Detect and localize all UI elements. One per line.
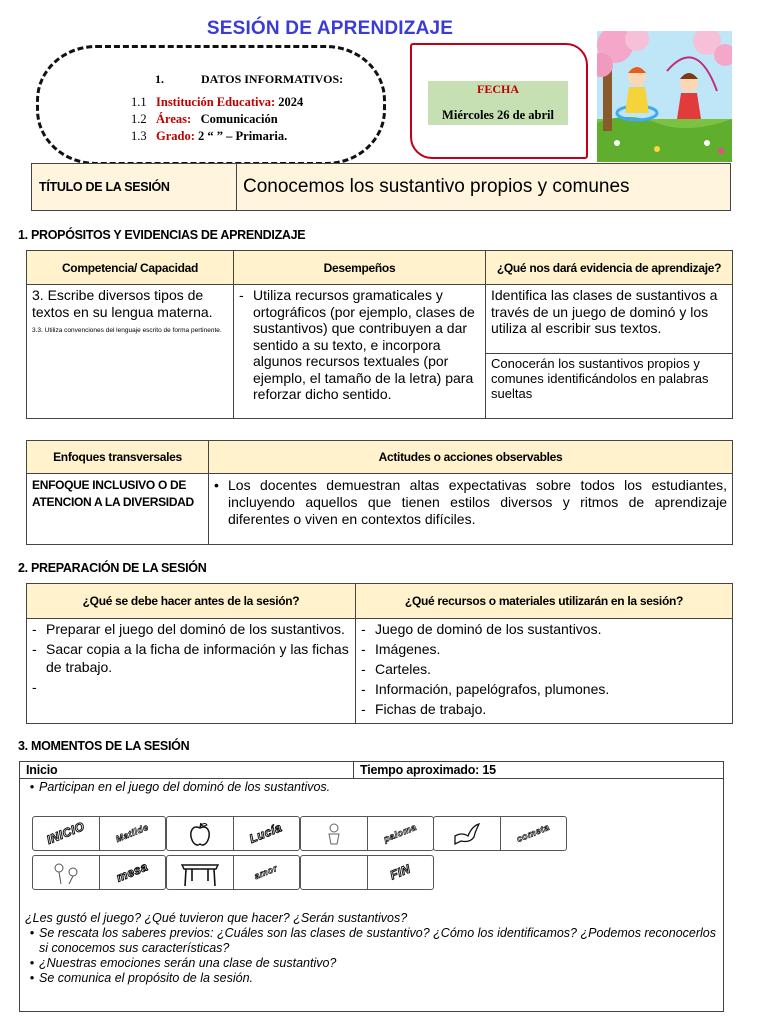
- dash-marker: -: [239, 287, 244, 303]
- competencia-text: 3. Escribe diversos tipos de textos en su lengua materna.: [32, 287, 213, 320]
- col-antes: ¿Qué se debe hacer antes de la sesión?: [27, 584, 356, 619]
- datos-item-label: Institución Educativa:: [156, 95, 276, 109]
- list-item: [361, 681, 727, 699]
- datos-item-label: Áreas:: [156, 112, 192, 126]
- datos-item-institucion: [131, 95, 303, 110]
- list-item: [25, 971, 716, 986]
- recurso-item: Fichas de trabajo.: [375, 701, 487, 717]
- datos-item-grado: [131, 129, 287, 144]
- antes-cell: [27, 619, 356, 724]
- momentos-content: [20, 779, 724, 1012]
- titulo-label: TÍTULO DE LA SESIÓN: [32, 164, 237, 210]
- domino-word: Matilde: [114, 821, 150, 845]
- titulo-value: Conocemos los sustantivo propios y comunes: [243, 176, 630, 197]
- actitud-cell: [209, 474, 733, 545]
- criterio-text: Conocerán los sustantivos propios y comunes identificándolos en palabras sueltas: [491, 356, 709, 401]
- capacidad-text: 3.3. Utiliza convenciones del lenguaje escrito de forma pertinente.: [32, 327, 222, 334]
- page-title: SESIÓN DE APRENDIZAJE: [206, 18, 454, 39]
- domino-word: amor: [253, 862, 280, 882]
- domino-piece: [166, 855, 300, 890]
- antes-item: Sacar copia a la ficha de información y las fichas de trabajo.: [46, 641, 349, 675]
- datos-item-label: Grado:: [156, 129, 195, 143]
- dash-marker: -: [361, 701, 366, 717]
- domino-word: FIN: [387, 861, 413, 883]
- dash-marker: -: [32, 621, 37, 637]
- col-evidencia: ¿Qué nos dará evidencia de aprendizaje?: [486, 251, 733, 285]
- actitud-text: Los docentes demuestran altas expectativas sobre todos los estudiantes, incluyendo aquellos que tienen estilos diversos y ritmos de aprendizaje diferentes o viven en contextos difíciles.: [228, 477, 727, 527]
- question-text: ¿Les gustó el juego? ¿Qué tuvieron que hacer? ¿Serán sustantivos?: [25, 911, 408, 925]
- momentos-table: [19, 761, 724, 1012]
- list-item: [25, 926, 716, 956]
- col-desempenos: Desempeños: [234, 251, 486, 285]
- tiempo-label: Tiempo aproximado: 15: [354, 762, 724, 779]
- datos-item-number: 1.3: [131, 129, 147, 143]
- list-item: [361, 701, 727, 719]
- datos-item-areas: [131, 112, 278, 127]
- momento-item: Se comunica el propósito de la sesión.: [39, 971, 254, 985]
- dash-marker: -: [361, 681, 366, 697]
- flowers-icon: [33, 856, 100, 889]
- col-actitudes: Actitudes o acciones observables: [209, 441, 733, 474]
- list-item: [361, 641, 727, 659]
- dash-marker: -: [32, 641, 37, 657]
- section-2-heading: 2. PREPARACIÓN DE LA SESIÓN: [18, 561, 207, 575]
- col-competencia: Competencia/ Capacidad: [27, 251, 234, 285]
- datos-item-value: Comunicación: [191, 112, 278, 126]
- domino-word: paloma: [382, 821, 418, 845]
- momento-item: ¿Nuestras emociones serán una clase de sustantivo?: [39, 956, 337, 970]
- datos-heading: [155, 72, 343, 87]
- domino-piece: [166, 816, 300, 851]
- col-recursos: ¿Qué recursos o materiales utilizarán en la sesión?: [356, 584, 733, 619]
- table-icon: [167, 856, 234, 889]
- momento-item: Participan en el juego del dominó de los sustantivos.: [39, 780, 331, 794]
- desempeno-cell: [234, 285, 486, 419]
- datos-item-number: 1.1: [131, 95, 147, 109]
- dash-marker: -: [32, 678, 37, 695]
- domino-piece: [433, 816, 567, 851]
- list-item: [25, 956, 716, 971]
- evidencia-text: Identifica las clases de sustantivos a través de un juego de dominó y los utiliza al escribir sus textos.: [491, 287, 718, 336]
- antes-item: Preparar el juego del dominó de los sustantivos.: [46, 621, 345, 637]
- domino-piece: [300, 816, 434, 851]
- blank-half: [301, 856, 368, 889]
- list-item: [32, 679, 350, 697]
- domino-word: mesa: [114, 859, 150, 885]
- fecha-value: Miércoles 26 de abril: [442, 108, 554, 122]
- bullet-marker: •: [214, 477, 219, 493]
- bullet-marker: •: [29, 780, 35, 794]
- domino-piece: [32, 816, 166, 851]
- enfoques-table: [26, 440, 733, 545]
- momento-item: Se rescata los saberes previos: ¿Cuáles son las clases de sustantivo? ¿Cómo los identificamos? ¿Podemos reconocerlos si conocemos sus características?: [39, 926, 716, 955]
- recurso-item: Información, papelógrafos, plumones.: [375, 681, 610, 697]
- recurso-item: Carteles.: [375, 661, 432, 677]
- inicio-label: Inicio: [20, 762, 354, 779]
- evidencia-cell: [486, 285, 733, 354]
- fecha-label: FECHA: [477, 82, 519, 96]
- criterio-cell: [486, 354, 733, 419]
- list-item: [361, 661, 727, 679]
- list-item: [361, 621, 727, 639]
- domino-piece: [300, 855, 434, 890]
- momentos-continuation: [25, 911, 716, 986]
- domino-word: INICIO: [44, 819, 87, 847]
- domino-piece: [32, 855, 166, 890]
- dash-marker: -: [361, 661, 366, 677]
- titulo-sesion-row: [31, 163, 731, 211]
- domino-word: Lucía: [247, 820, 285, 846]
- bullet-marker: •: [29, 956, 35, 970]
- bullet-marker: •: [29, 926, 35, 940]
- desempeno-text: Utiliza recursos gramaticales y ortográficos (por ejemplo, clases de sustantivos) que contribuyen a dar sentido a su texto, e incorpora algunos recursos textuales (por ejemplo, el tamaño de la letra) para reforzar dicho sentido.: [253, 287, 475, 402]
- dash-marker: -: [361, 641, 366, 657]
- apple-icon: [167, 817, 234, 850]
- dash-marker: -: [361, 621, 366, 637]
- bullet-marker: •: [29, 971, 35, 985]
- datos-number: 1.: [155, 72, 164, 86]
- domino-word: cometa: [515, 821, 551, 845]
- list-item: [32, 641, 350, 676]
- dove-icon: [434, 817, 501, 850]
- competencia-cell: [27, 285, 234, 419]
- datos-title: DATOS INFORMATIVOS:: [201, 72, 344, 86]
- section-1-heading: 1. PROPÓSITOS Y EVIDENCIAS DE APRENDIZAJE: [18, 228, 306, 242]
- recurso-item: Juego de dominó de los sustantivos.: [375, 621, 602, 637]
- propositos-table: [26, 250, 733, 419]
- children-playing-illustration: [597, 31, 732, 162]
- list-item: [32, 621, 350, 639]
- preparacion-table: [26, 583, 733, 724]
- datos-item-value: 2024: [275, 95, 304, 109]
- recurso-item: Imágenes.: [375, 641, 441, 657]
- list-item: [25, 780, 718, 795]
- datos-item-number: 1.2: [131, 112, 147, 126]
- recursos-cell: [356, 619, 733, 724]
- section-3-heading: 3. MOMENTOS DE LA SESIÓN: [18, 739, 190, 753]
- datos-item-value: 2 “ ” – Primaria.: [194, 129, 288, 143]
- doll-icon: [301, 817, 368, 850]
- col-enfoques: Enfoques transversales: [27, 441, 209, 474]
- enfoque-cell: ENFOQUE INCLUSIVO O DE ATENCION A LA DIVERSIDAD: [27, 474, 209, 545]
